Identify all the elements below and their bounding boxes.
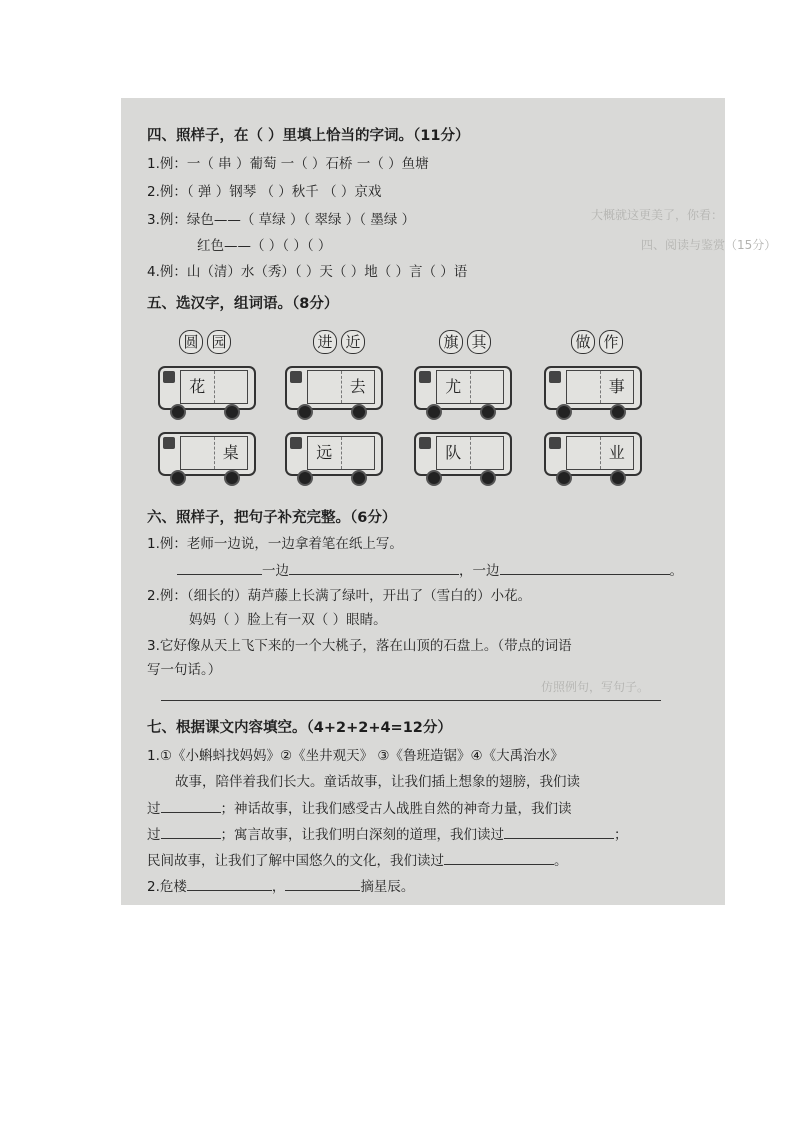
bus-word-box	[414, 366, 510, 418]
bus-word-box	[414, 432, 510, 484]
s7-p3a: 过	[147, 827, 161, 843]
bus-window-icon	[549, 437, 561, 449]
bus-word-box	[158, 366, 254, 418]
word-cell: 尤	[437, 371, 471, 403]
s6-q2-answer: 妈妈（ ）脸上有一双（ ）眼睛。	[189, 612, 387, 628]
word-cell	[215, 371, 248, 403]
wheel-icon	[556, 470, 572, 486]
bus-word-box	[544, 432, 640, 484]
s7-p2	[147, 798, 572, 819]
word-cell	[567, 437, 601, 469]
bus-window-icon	[549, 371, 561, 383]
bus-word-box	[544, 366, 640, 418]
wheel-icon	[610, 404, 626, 420]
wheel-icon	[351, 470, 367, 486]
wheel-icon	[224, 404, 240, 420]
answer-blank[interactable]	[500, 560, 670, 575]
s7-q2b: ，	[271, 879, 286, 895]
section-5-title: 五、选汉字，组词语。（8分）	[147, 296, 339, 312]
bus-window-icon	[290, 437, 302, 449]
bus-word-box	[285, 432, 381, 484]
bus-window-icon	[163, 371, 175, 383]
char-option: 园	[207, 330, 231, 354]
s6-q1-answer	[177, 560, 683, 581]
s7-p1: 故事，陪伴着我们长大。童话故事，让我们插上想象的翅膀，我们读	[175, 774, 580, 790]
s7-q1: 1.①《小蝌蚪找妈妈》②《坐井观天》 ③《鲁班造锯》④《大禹治水》	[147, 748, 564, 764]
wheel-icon	[224, 470, 240, 486]
s4-row-2: 2.例：（ 弹 ）钢琴 （ ）秋千 （ ）京戏	[147, 184, 382, 200]
s7-p3	[147, 824, 628, 845]
wheel-icon	[351, 404, 367, 420]
answer-blank[interactable]	[285, 876, 360, 891]
s6-q3-answer-line[interactable]	[161, 686, 661, 707]
s6-q1b: ，一边	[459, 563, 500, 579]
bus-window-icon	[290, 371, 302, 383]
word-cell: 桌	[222, 443, 239, 462]
bleed-through-text: 大概就这更美了，你看：	[591, 208, 724, 222]
wheel-icon	[426, 470, 442, 486]
section-4-title: 四、照样子，在（ ）里填上恰当的字词。（11分）	[147, 128, 470, 144]
s6-q3-line2: 写一句话。）	[147, 662, 222, 678]
char-pair-2	[313, 330, 369, 354]
s6-q1: 1.例：老师一边说，一边拿着笔在纸上写。	[147, 536, 403, 552]
word-cell	[471, 371, 504, 403]
s4-row-1: 1.例：一（ 串 ）葡萄 一（ ）石桥 一（ ）鱼塘	[147, 156, 429, 172]
word-cell: 事	[608, 377, 625, 396]
s6-q3-line1: 3.它好像从天上飞下来的一个大桃子，落在山顶的石盘上。（带点的词语	[147, 638, 572, 654]
word-cell	[308, 371, 342, 403]
char-pair-3	[439, 330, 495, 354]
wheel-icon	[297, 470, 313, 486]
bleed-through-text: 仿照例句，写句子。	[541, 680, 650, 694]
s7-q2a: 2.危楼	[147, 879, 187, 895]
s7-q2c: 摘星辰。	[360, 879, 415, 895]
answer-blank[interactable]	[444, 850, 554, 865]
answer-blank[interactable]	[161, 798, 221, 813]
s7-p2a: 过	[147, 801, 161, 817]
wheel-icon	[480, 404, 496, 420]
s7-q2	[147, 876, 414, 897]
wheel-icon	[610, 470, 626, 486]
word-cell: 去	[349, 377, 366, 396]
char-pair-4	[571, 330, 627, 354]
s7-p4a: 民间故事，让我们了解中国悠久的文化，我们读过	[147, 853, 444, 869]
s4-row-3: 3.例：绿色——（ 草绿 ）（ 翠绿 ）（ 墨绿 ）	[147, 212, 416, 228]
bus-word-box	[285, 366, 381, 418]
bus-window-icon	[419, 437, 431, 449]
answer-blank[interactable]	[289, 560, 459, 575]
bus-window-icon	[419, 371, 431, 383]
answer-blank[interactable]	[504, 824, 614, 839]
wheel-icon	[297, 404, 313, 420]
wheel-icon	[426, 404, 442, 420]
wheel-icon	[556, 404, 572, 420]
char-option: 作	[599, 330, 623, 354]
char-option: 圆	[179, 330, 203, 354]
section-7-title: 七、根据课文内容填空。（4+2+2+4=12分）	[147, 720, 452, 736]
s7-p3b: ；寓言故事，让我们明白深刻的道理，我们读过	[220, 827, 504, 843]
s6-q1end: 。	[669, 563, 683, 579]
s7-p3c: ；	[614, 827, 628, 843]
char-option: 其	[467, 330, 491, 354]
s7-p4b: 。	[554, 853, 568, 869]
answer-blank[interactable]	[161, 686, 661, 701]
exam-paper-photo	[121, 98, 777, 905]
bus-word-box	[158, 432, 254, 484]
section-6-title: 六、照样子，把句子补充完整。（6分）	[147, 510, 397, 526]
word-cell	[567, 371, 601, 403]
char-option: 进	[313, 330, 337, 354]
bleed-through-text: 四、阅读与鉴赏（15分）	[641, 238, 777, 252]
wheel-icon	[170, 404, 186, 420]
s6-q2: 2.例：（细长的）葫芦藤上长满了绿叶，开出了（雪白的）小花。	[147, 588, 532, 604]
wheel-icon	[480, 470, 496, 486]
char-option: 做	[571, 330, 595, 354]
char-option: 旗	[439, 330, 463, 354]
char-pair-1	[179, 330, 235, 354]
word-cell: 业	[608, 443, 625, 462]
word-cell: 花	[181, 371, 215, 403]
answer-blank[interactable]	[177, 560, 262, 575]
word-cell: 远	[308, 437, 342, 469]
s4-row-4: 红色——（ ）（ ）（ ）	[197, 238, 332, 254]
word-cell: 队	[437, 437, 471, 469]
bus-window-icon	[163, 437, 175, 449]
s7-p2b: ；神话故事，让我们感受古人战胜自然的神奇力量，我们读	[220, 801, 572, 817]
s4-row-5: 4.例：山（清）水（秀）（ ）天（ ）地（ ）言（ ）语	[147, 264, 468, 280]
word-cell	[181, 437, 215, 469]
word-cell	[342, 437, 375, 469]
answer-blank[interactable]	[187, 876, 272, 891]
s6-q1a: 一边	[262, 563, 289, 579]
word-cell	[471, 437, 504, 469]
s7-p4	[147, 850, 568, 871]
char-option: 近	[341, 330, 365, 354]
wheel-icon	[170, 470, 186, 486]
answer-blank[interactable]	[161, 824, 221, 839]
